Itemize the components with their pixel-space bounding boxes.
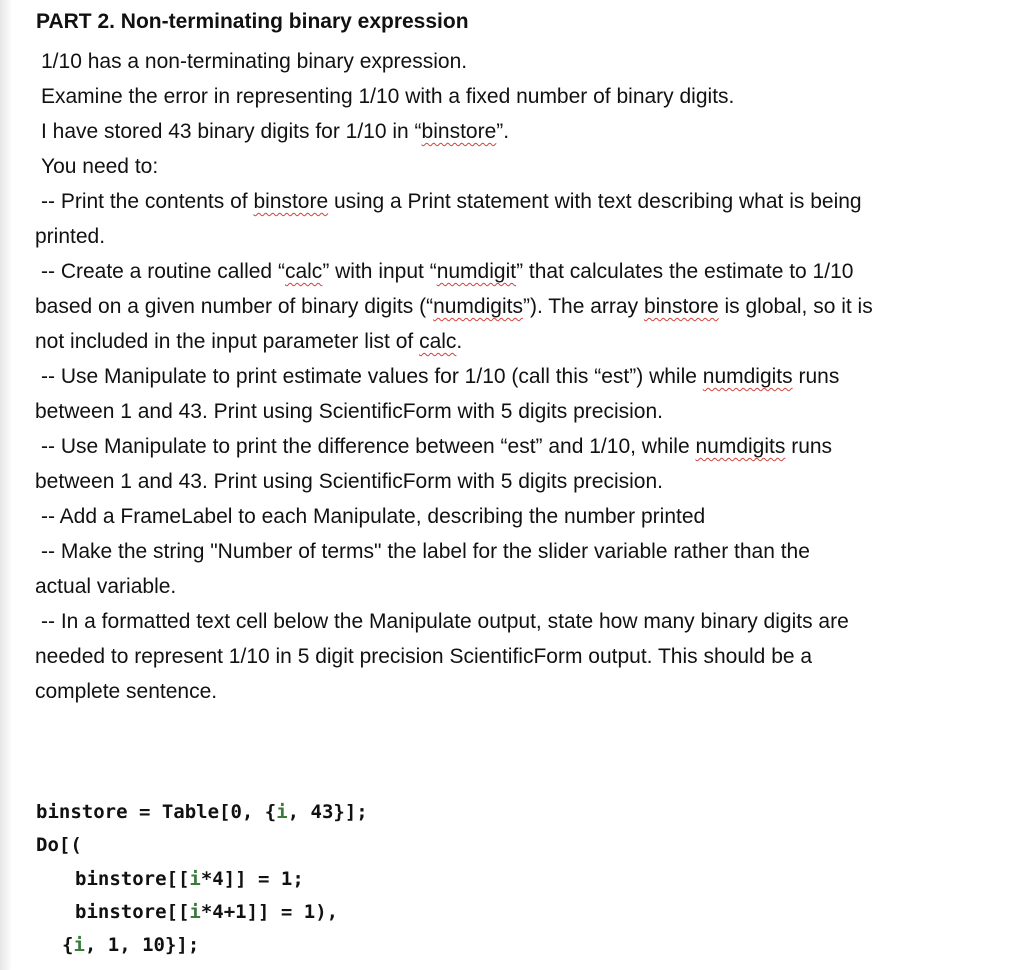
task-7-line-a: -- In a formatted text cell below the Manipulate output, state how many binary digits are [41, 610, 849, 633]
task-4-line-b: between 1 and 43. Print using ScientificForm with 5 digits precision. [35, 470, 663, 493]
code-line-5 [62, 932, 199, 958]
task-1-line-b: printed. [35, 225, 106, 248]
task-5-line: -- Add a FrameLabel to each Manipulate, describing the number printed [41, 505, 706, 528]
task-3a-pre: -- Use Manipulate to print estimate values for 1/10 (call this “est”) while [41, 365, 703, 388]
task-2-line-a [41, 258, 853, 286]
binstore-word: binstore [253, 190, 329, 213]
code-line-4 [75, 899, 338, 925]
task-2a-pre: -- Create a routine called “ [41, 260, 285, 283]
task-4a-post: runs [785, 435, 833, 458]
task-3-line-a [41, 363, 839, 391]
intro-line-3-pre: I have stored 43 binary digits for 1/10 in “ [41, 120, 422, 143]
intro-line-4: You need to: [41, 155, 159, 178]
code-line-5-a: { [62, 934, 74, 956]
task-2c-post: . [456, 330, 463, 353]
task-7-line-c: complete sentence. [35, 680, 218, 703]
task-2b-post: is global, so it is [718, 295, 873, 318]
numdigit-word: numdigit [436, 260, 517, 283]
code-line-2: Do[( [36, 834, 82, 856]
intro-line-3 [41, 118, 509, 146]
calc-word: calc [419, 330, 457, 353]
task-2a-mid: ” with input “ [322, 260, 437, 283]
calc-word: calc [284, 260, 323, 283]
intro-line-2: Examine the error in representing 1/10 with a fixed number of binary digits. [41, 85, 735, 108]
code-line-1-a: binstore = Table[0, { [36, 801, 277, 823]
numdigits-word: numdigits [702, 365, 793, 388]
task-2a-post: ” that calculates the estimate to 1/10 [516, 260, 854, 283]
numdigits-word: numdigits [433, 295, 523, 318]
binstore-word: binstore [643, 295, 719, 318]
task-1-post: using a Print statement with text describing what is being [328, 190, 862, 213]
task-7-line-b: needed to represent 1/10 in 5 digit precision ScientificForm output. This should be a [35, 645, 813, 668]
task-2-line-b [35, 293, 873, 321]
code-line-4-b: *4+1]] = 1), [200, 901, 339, 923]
code-line-5-b: , 1, 10}]; [84, 934, 200, 956]
task-6-line-a: -- Make the string "Number of terms" the label for the slider variable rather than the [41, 540, 810, 563]
code-line-3-b: *4]] = 1; [200, 868, 304, 890]
intro-line-1: 1/10 has a non-terminating binary expression. [41, 50, 468, 73]
iterator-variable: i [189, 868, 201, 890]
binstore-word: binstore [421, 120, 497, 143]
task-2b-pre: based on a given number of binary digits (“ [35, 295, 434, 318]
task-2c-pre: not included in the input parameter list of [35, 330, 420, 353]
task-2b-mid: ”). The array [522, 295, 644, 318]
numdigits-word: numdigits [695, 435, 786, 458]
code-line-4-a: binstore[[ [75, 901, 190, 923]
iterator-variable: i [189, 901, 201, 923]
task-3-line-b: between 1 and 43. Print using ScientificForm with 5 digits precision. [35, 400, 663, 423]
task-6-line-b: actual variable. [35, 575, 177, 598]
iterator-variable: i [73, 934, 85, 956]
section-heading: PART 2. Non-terminating binary expression [36, 10, 469, 33]
task-3a-post: runs [792, 365, 840, 388]
task-2-line-c [35, 328, 462, 356]
task-4a-pre: -- Use Manipulate to print the difference between “est” and 1/10, while [41, 435, 696, 458]
code-line-3-a: binstore[[ [75, 868, 190, 890]
code-line-1-b: , 43}]; [287, 801, 368, 823]
code-line-3 [75, 866, 304, 892]
intro-line-3-post: ”. [496, 120, 510, 143]
code-line-1 [36, 799, 368, 825]
task-1-line-a [41, 188, 862, 216]
iterator-variable: i [276, 801, 288, 823]
task-4-line-a [41, 433, 832, 461]
task-1-pre: -- Print the contents of [41, 190, 254, 213]
